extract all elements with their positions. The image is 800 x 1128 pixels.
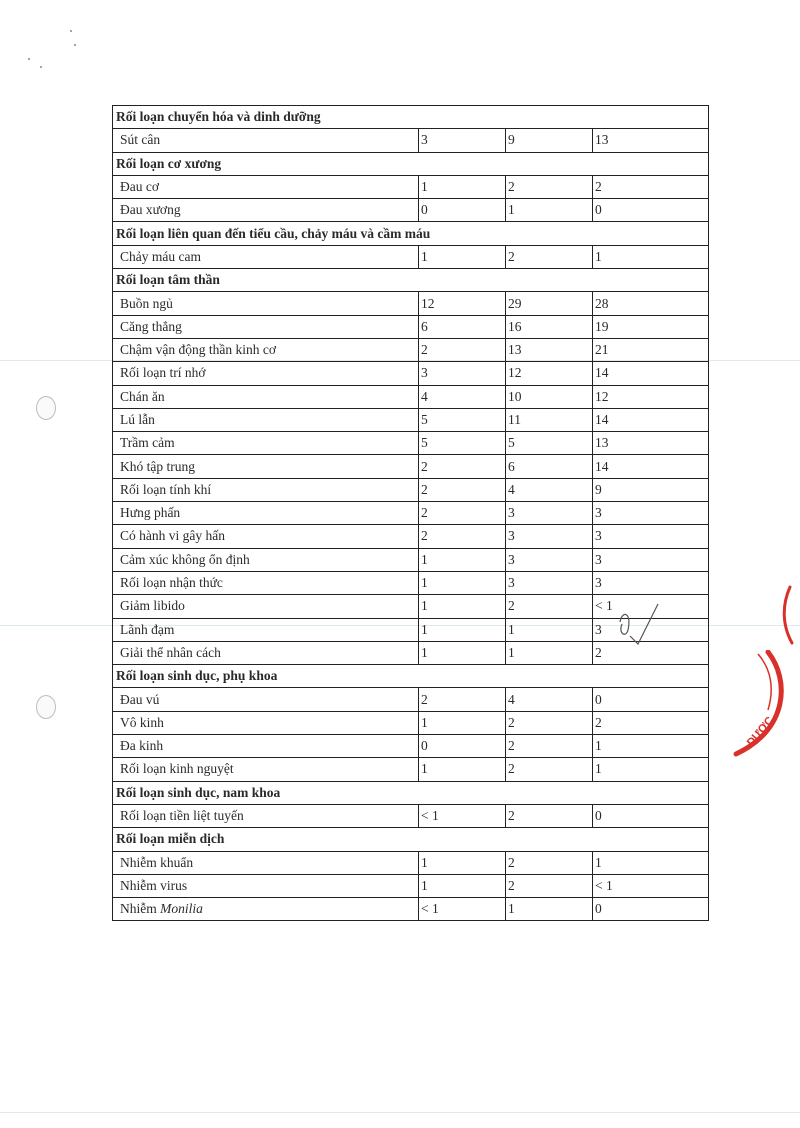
item-name: Đau vú [113,688,419,711]
value-cell-2: 2 [506,175,593,198]
adverse-events-table [112,105,709,921]
value-cell-3: 0 [593,688,709,711]
item-name: Rối loạn tính khí [113,478,419,501]
category-title: Rối loạn liên quan đến tiểu cầu, chảy máu và cầm máu [113,222,709,245]
value-cell-2: 2 [506,804,593,827]
value-cell-2: 3 [506,525,593,548]
value-cell-3: 28 [593,292,709,315]
value-cell-2: 6 [506,455,593,478]
table-row [113,688,709,711]
item-name: Giảm libido [113,595,419,618]
table-row [113,711,709,734]
stamp-text: DƯỢC [744,714,777,749]
category-row [113,828,709,851]
value-cell-3: 0 [593,898,709,921]
value-cell-1: 3 [419,362,506,385]
value-cell-2: 3 [506,502,593,525]
value-cell-3: 1 [593,735,709,758]
value-cell-2: 2 [506,595,593,618]
value-cell-3: 9 [593,478,709,501]
item-name: Khó tập trung [113,455,419,478]
table-row [113,525,709,548]
item-name: Đau cơ [113,175,419,198]
value-cell-1: 1 [419,548,506,571]
table-body [113,106,709,921]
item-name: Cảm xúc không ổn định [113,548,419,571]
value-cell-1: 3 [419,129,506,152]
item-name: Rối loạn tiền liệt tuyến [113,804,419,827]
category-row [113,781,709,804]
value-cell-2: 4 [506,478,593,501]
table-row [113,548,709,571]
value-cell-1: 1 [419,245,506,268]
value-cell-2: 3 [506,548,593,571]
value-cell-1: 0 [419,199,506,222]
table-row [113,408,709,431]
value-cell-3: 2 [593,641,709,664]
value-cell-3: 14 [593,362,709,385]
value-cell-1: 6 [419,315,506,338]
value-cell-3: 12 [593,385,709,408]
table-row [113,175,709,198]
table-row [113,851,709,874]
value-cell-3: 21 [593,338,709,361]
table-row [113,338,709,361]
table-row [113,245,709,268]
value-cell-1: 0 [419,735,506,758]
value-cell-3: 1 [593,851,709,874]
item-name: Nhiễm khuẩn [113,851,419,874]
value-cell-1: 2 [419,455,506,478]
category-title: Rối loạn chuyển hóa và dinh dưỡng [113,106,709,129]
table-row [113,804,709,827]
category-row [113,269,709,292]
table-row [113,129,709,152]
value-cell-1: 2 [419,478,506,501]
value-cell-2: 2 [506,735,593,758]
value-cell-2: 1 [506,898,593,921]
table-row [113,735,709,758]
value-cell-2: 11 [506,408,593,431]
value-cell-3: 3 [593,548,709,571]
category-title: Rối loạn miễn dịch [113,828,709,851]
value-cell-3: 2 [593,175,709,198]
handwritten-mark [612,600,662,650]
value-cell-1: 1 [419,758,506,781]
value-cell-3: 3 [593,618,709,641]
item-name: Căng thẳng [113,315,419,338]
table-row [113,455,709,478]
item-name: Nhiễm virus [113,874,419,897]
item-name: Chán ăn [113,385,419,408]
item-name: Chảy máu cam [113,245,419,268]
value-cell-3: < 1 [593,874,709,897]
punch-hole [36,396,56,420]
value-cell-2: 29 [506,292,593,315]
value-cell-2: 12 [506,362,593,385]
value-cell-2: 10 [506,385,593,408]
value-cell-2: 9 [506,129,593,152]
value-cell-3: 0 [593,804,709,827]
value-cell-1: 1 [419,711,506,734]
item-name: Lãnh đạm [113,618,419,641]
value-cell-2: 16 [506,315,593,338]
red-stamp [728,650,788,760]
value-cell-1: 1 [419,175,506,198]
item-name: Trầm cảm [113,432,419,455]
item-name: Đa kinh [113,735,419,758]
scan-line [0,1112,800,1113]
value-cell-1: 4 [419,385,506,408]
item-name-prefix: Nhiễm [120,901,161,917]
value-cell-2: 1 [506,618,593,641]
value-cell-1: 1 [419,874,506,897]
table-row [113,898,709,921]
item-name: Lú lẫn [113,408,419,431]
item-name: Buồn ngủ [113,292,419,315]
value-cell-2: 2 [506,245,593,268]
value-cell-1: 2 [419,525,506,548]
value-cell-2: 2 [506,711,593,734]
value-cell-1: 1 [419,571,506,594]
item-name: Giải thể nhân cách [113,641,419,664]
table-row [113,502,709,525]
value-cell-3: 1 [593,245,709,268]
table-row [113,385,709,408]
value-cell-2: 2 [506,851,593,874]
value-cell-2: 1 [506,641,593,664]
value-cell-2: 13 [506,338,593,361]
category-title: Rối loạn tâm thần [113,269,709,292]
table-row [113,758,709,781]
value-cell-3: 13 [593,129,709,152]
value-cell-2: 4 [506,688,593,711]
category-row [113,665,709,688]
value-cell-3: < 1 [593,595,709,618]
value-cell-3: 1 [593,758,709,781]
table-row [113,362,709,385]
table-row [113,478,709,501]
item-name: Vô kinh [113,711,419,734]
item-name: Chậm vận động thần kinh cơ [113,338,419,361]
value-cell-3: 3 [593,525,709,548]
value-cell-2: 1 [506,199,593,222]
value-cell-3: 13 [593,432,709,455]
value-cell-3: 19 [593,315,709,338]
table-row [113,315,709,338]
value-cell-3: 3 [593,502,709,525]
value-cell-3: 14 [593,455,709,478]
item-name-italic: Monilia [160,901,203,917]
value-cell-3: 14 [593,408,709,431]
category-title: Rối loạn sinh dục, nam khoa [113,781,709,804]
item-name: Rối loạn kinh nguyệt [113,758,419,781]
value-cell-1: 1 [419,595,506,618]
item-name: Có hành vi gây hấn [113,525,419,548]
item-name [113,898,419,921]
table-row [113,199,709,222]
item-name: Sút cân [113,129,419,152]
table-row [113,874,709,897]
table-row [113,292,709,315]
value-cell-1: 12 [419,292,506,315]
red-margin-mark [778,585,796,645]
table-row [113,571,709,594]
value-cell-1: 5 [419,432,506,455]
category-row [113,152,709,175]
punch-hole [36,695,56,719]
category-row [113,106,709,129]
item-name: Rối loạn nhận thức [113,571,419,594]
value-cell-1: 2 [419,688,506,711]
value-cell-2: 5 [506,432,593,455]
value-cell-1: < 1 [419,804,506,827]
item-name: Hưng phấn [113,502,419,525]
value-cell-2: 3 [506,571,593,594]
value-cell-1: 2 [419,502,506,525]
value-cell-1: 1 [419,618,506,641]
category-row [113,222,709,245]
category-title: Rối loạn cơ xương [113,152,709,175]
value-cell-3: 0 [593,199,709,222]
category-title: Rối loạn sinh dục, phụ khoa [113,665,709,688]
value-cell-2: 2 [506,758,593,781]
item-name: Đau xương [113,199,419,222]
value-cell-1: < 1 [419,898,506,921]
value-cell-3: 2 [593,711,709,734]
value-cell-3: 3 [593,571,709,594]
value-cell-1: 2 [419,338,506,361]
value-cell-1: 5 [419,408,506,431]
value-cell-2: 2 [506,874,593,897]
item-name: Rối loạn trí nhớ [113,362,419,385]
value-cell-1: 1 [419,851,506,874]
table-row [113,432,709,455]
value-cell-1: 1 [419,641,506,664]
